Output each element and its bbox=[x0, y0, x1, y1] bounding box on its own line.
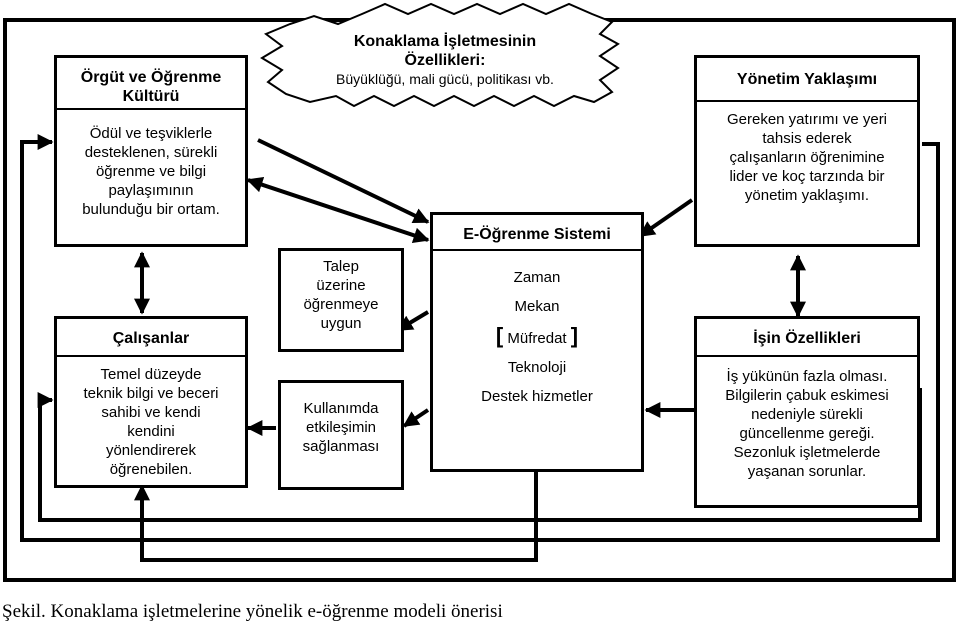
demand-body-line: uygun bbox=[320, 315, 362, 332]
job-body bbox=[701, 367, 913, 481]
culture-body-line: Ödül ve teşviklerle bbox=[89, 125, 213, 142]
culture-body-line: desteklenen, sürekli bbox=[84, 144, 218, 161]
management-body-line: tahsis ederek bbox=[762, 130, 852, 147]
employees-body bbox=[61, 365, 241, 479]
demand-body-line: Talep bbox=[323, 258, 359, 275]
management-body-line: yönetim yaklaşımı. bbox=[744, 187, 870, 204]
usage-body-line: etkileşimin bbox=[305, 419, 377, 436]
culture-title: Örgüt ve Öğrenme Kültürü bbox=[80, 69, 222, 105]
hotel-title-line: Konaklama İşletmesinin bbox=[353, 33, 537, 50]
bracket-right: ] bbox=[570, 323, 579, 348]
elearning-item: Müfredat bbox=[507, 330, 567, 347]
usage-body-line: Kullanımda bbox=[303, 400, 379, 417]
job-body-line: Sezonluk işletmelerde bbox=[733, 444, 881, 461]
culture-divider bbox=[57, 108, 245, 110]
management-divider bbox=[697, 100, 917, 102]
job-body-line: İş yükünün fazla olması. bbox=[726, 368, 888, 385]
management-body-line: lider ve koç tarzında bir bbox=[729, 168, 885, 185]
usage-body-line: sağlanması bbox=[302, 438, 380, 455]
elearning-item: Destek hizmetler bbox=[481, 388, 593, 405]
elearning-box bbox=[430, 212, 644, 472]
figure-caption: Şekil. Konaklama işletmelerine yönelik e-öğrenme modeli önerisi bbox=[2, 601, 503, 622]
job-body-line: güncellenme gereği. bbox=[739, 425, 875, 442]
management-title: Yönetim Yaklaşımı bbox=[736, 71, 878, 88]
culture-body-line: paylaşımının bbox=[108, 182, 194, 199]
demand-body-line: üzerine bbox=[316, 277, 366, 294]
culture-box bbox=[54, 55, 248, 247]
employees-box bbox=[54, 316, 248, 488]
job-body-line: Bilgilerin çabuk eskimesi bbox=[725, 387, 889, 404]
culture-body-line: bulunduğu bir ortam. bbox=[82, 201, 220, 218]
employees-body-line: teknik bilgi ve beceri bbox=[83, 385, 219, 402]
bracket-left: [ bbox=[495, 323, 504, 348]
management-box bbox=[694, 55, 920, 247]
arrow-elearning-usage bbox=[404, 410, 428, 426]
culture-body-line: öğrenme ve bilgi bbox=[95, 163, 207, 180]
demand-body-line: öğrenmeye bbox=[303, 296, 379, 313]
hotel-body: Büyüklüğü, mali gücü, politikası vb. bbox=[336, 71, 554, 87]
management-body-line: çalışanların öğrenimine bbox=[729, 149, 885, 166]
culture-body bbox=[61, 124, 241, 219]
job-body-line: yaşanan sorunlar. bbox=[747, 463, 867, 480]
elearning-item: Teknoloji bbox=[507, 359, 567, 376]
management-body-line: Gereken yatırımı ve yeri bbox=[726, 111, 888, 128]
hotel-title-line: Özellikleri: bbox=[404, 52, 486, 69]
employees-body-line: kendini bbox=[127, 423, 175, 440]
elearning-curriculum-row bbox=[437, 321, 637, 353]
employees-body-line: sahibi ve kendi bbox=[101, 404, 201, 421]
employees-body-line: yönlendirerek bbox=[105, 442, 197, 459]
arrow-management-elearning bbox=[640, 200, 692, 236]
elearning-items bbox=[437, 263, 637, 411]
job-box bbox=[694, 316, 920, 508]
employees-body-line: Temel düzeyde bbox=[100, 366, 202, 383]
job-title: İşin Özellikleri bbox=[753, 330, 861, 347]
elearning-divider bbox=[433, 249, 641, 251]
employees-title: Çalışanlar bbox=[112, 330, 190, 347]
employees-divider bbox=[57, 355, 245, 357]
usage-body bbox=[285, 399, 397, 456]
hotel-text bbox=[310, 32, 580, 89]
management-body bbox=[701, 110, 913, 205]
demand-body bbox=[285, 257, 397, 333]
elearning-item: Zaman bbox=[513, 269, 561, 286]
elearning-title: E-Öğrenme Sistemi bbox=[463, 226, 611, 243]
elearning-item: Mekan bbox=[514, 298, 560, 315]
job-body-line: nedeniyle sürekli bbox=[751, 406, 863, 423]
employees-body-line: öğrenebilen. bbox=[109, 461, 193, 478]
usage-box bbox=[278, 380, 404, 490]
demand-box bbox=[278, 248, 404, 352]
job-divider bbox=[697, 355, 917, 357]
